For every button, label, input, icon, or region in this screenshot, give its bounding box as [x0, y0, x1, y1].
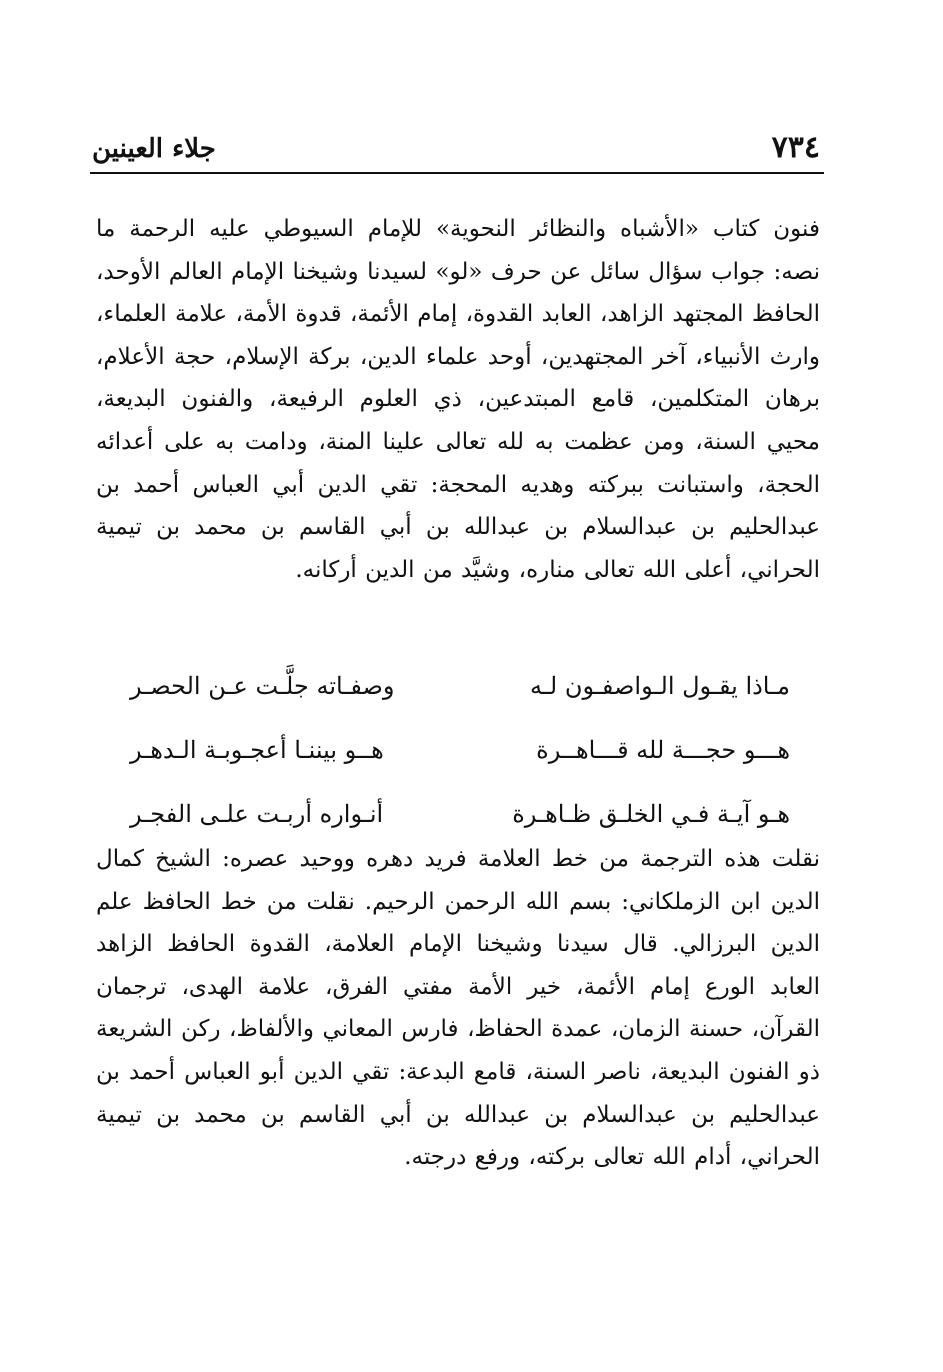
poem [130, 654, 790, 846]
verse-second-hemistich: وصفـاته جلَّـت عـن الحصـر [130, 672, 395, 700]
paragraph-opening: فنون كتاب «الأشباه والنظائر النحوية» للإمام السيوطي عليه الرحمة ما نصه: جواب سؤال سائل عن حرف «لو» لسيدنا وشيخنا الإمام العالم الأوحد، الحافظ المجتهد الزاهد، العابد القدوة، إمام الأئمة، قدوة الأمة، علامة العلماء، وارث الأنبياء، آخر المجتهدين، أوحد علماء الدين، بركة الإسلام، حجة الأعلام، برهان المتكلمين، قامع المبتدعين، ذي العلوم الرفيعة، والفنون البديعة، محيي السنة، ومن عظمت به لله تعالى علينا المنة، ودامت به على أعدائه الحجة، واستبانت ببركته وهديه المحجة: تقي الدين أبي العباس أحمد بن عبدالحليم بن عبدالسلام بن عبدالله بن أبي القاسم بن محمد بن تيمية الحراني، أعلى الله تعالى مناره، وشيَّد من الدين أركانه. [96, 216, 820, 583]
paragraph-transmission: نقلت هذه الترجمة من خط العلامة فريد دهره ووحيد عصره: الشيخ كمال الدين ابن الزملكاني: بسم الله الرحمن الرحيم. نقلت من خط الحافظ علم الدين البرزالي. قال سيدنا وشيخنا الإمام العلامة، القدوة الحافظ الزاهد العابد الورع إمام الأئمة، خير الأمة مفتي الفرق، علامة الهدى، ترجمان القرآن، حسنة الزمان، عمدة الحفاظ، فارس المعاني والألفاظ، ركن الشريعة ذو الفنون البديعة، ناصر السنة، قامع البدعة: تقي الدين أبو العباس أحمد بن عبدالحليم بن عبدالسلام بن عبدالله بن أبي القاسم بن محمد بن تيمية الحراني، أدام الله تعالى بركته، ورفع درجته. [96, 846, 820, 1171]
book-title: جلاء العينين [92, 134, 216, 164]
verse-first-hemistich: هـــو حجـــة لله قـــاهــرة [536, 736, 790, 764]
page-header [92, 128, 820, 172]
verse-second-hemistich: هــو بيننـا أعجـوبـة الـدهـر [130, 736, 384, 764]
header-divider [90, 172, 824, 174]
verse-second-hemistich: أنـواره أربـت علـى الفجـر [130, 800, 384, 828]
poem-verse [130, 718, 790, 782]
page-number: ٧٣٤ [771, 130, 820, 165]
poem-verse [130, 654, 790, 718]
poem-verse [130, 782, 790, 846]
verse-first-hemistich: هـو آيـة فـي الخلـق ظـاهـرة [512, 800, 790, 828]
verse-first-hemistich: مـاذا يقـول الـواصفـون لـه [530, 672, 790, 700]
